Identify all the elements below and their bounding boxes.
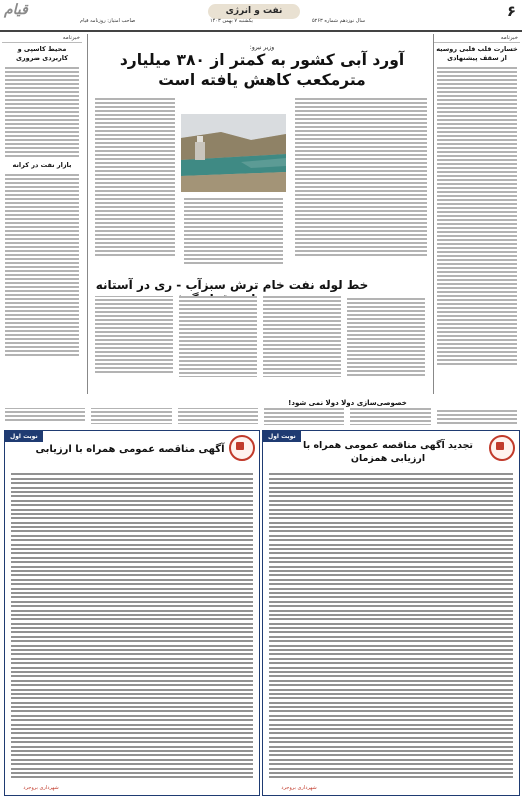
publisher: صاحب امتیاز: روزنامه قیام xyxy=(80,18,136,24)
header-rule xyxy=(0,30,522,32)
left-column-kicker: خبرنامه xyxy=(2,34,82,43)
second-story-headline: خط لوله نفت خام ترش سبزآب - ری در آستانه xyxy=(95,278,369,292)
main-story-header xyxy=(110,44,414,90)
tender-title: آگهی مناقصه عمومی همراه با ارزیابی xyxy=(35,444,225,455)
main-story-text-left xyxy=(92,96,178,272)
reservoir-photo xyxy=(181,114,286,192)
municipality-seal-icon xyxy=(489,435,515,461)
third-story-headline: خصوصی‌سازی دولا دولا نمی شود! xyxy=(288,399,407,407)
main-story-text-center xyxy=(181,196,286,272)
tender-notice-right xyxy=(262,430,520,796)
left-column-headline-1: محیط کاسپی و کاربردی ضروری xyxy=(15,45,69,62)
tender-body xyxy=(11,471,253,781)
section-pill xyxy=(208,4,300,19)
column-divider xyxy=(87,34,88,394)
tender-title: تجدید آگهی مناقصه عمومی همراه با ارزیابی همزمان xyxy=(303,440,473,464)
issue-number: سال نوزدهم شماره ۵۲۶۳ xyxy=(312,18,366,24)
right-column-text xyxy=(434,67,520,365)
reservoir-image xyxy=(181,114,286,192)
section-label: نفت و انرژی xyxy=(225,6,283,16)
tender-tab: نوبت اول xyxy=(5,431,43,442)
right-column-kicker: خبرنامه xyxy=(434,34,520,43)
tender-signature: شهرداری بروجرد xyxy=(23,785,59,791)
municipality-seal-icon xyxy=(229,435,255,461)
page-number: ۶ xyxy=(506,2,516,20)
main-story-headline: آورد آبی کشور به کمتر از ۳۸۰ میلیارد مترمکعب کاهش یافته است xyxy=(119,51,405,89)
right-column xyxy=(434,34,520,394)
second-story-text xyxy=(92,296,428,396)
issue-date: یکشنبه ۷ بهمن ۱۴۰۳ xyxy=(210,18,253,24)
tender-signature: شهرداری بروجرد xyxy=(281,785,317,791)
tender-notice-left xyxy=(4,430,260,796)
main-story-kicker: وزیر نیرو: xyxy=(249,44,275,51)
left-column-headline-2: بازار نفت در کرانه xyxy=(12,161,72,169)
right-column-headline: خسارت قلب قلبی روسیه از سقف پیشنهادی xyxy=(436,45,518,62)
page-header xyxy=(0,0,522,28)
main-story-text-right xyxy=(292,96,430,272)
tender-tab: نوبت اول xyxy=(263,431,301,442)
column-divider xyxy=(433,34,434,394)
tender-body xyxy=(269,471,513,781)
third-story-text xyxy=(2,408,520,426)
left-column xyxy=(2,34,82,394)
newspaper-logo: قیام xyxy=(4,2,28,18)
